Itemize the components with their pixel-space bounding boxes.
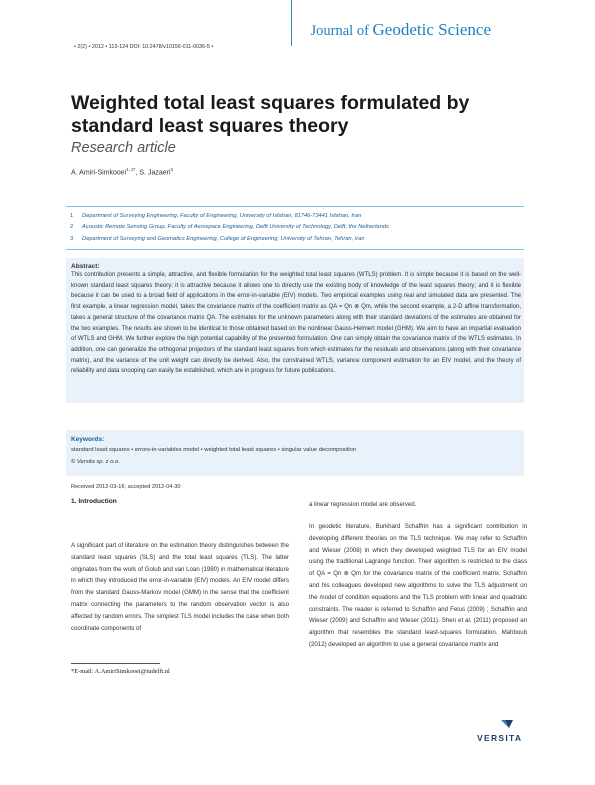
affiliation-rule-bottom <box>66 249 524 250</box>
article-type: Research article <box>71 140 176 156</box>
received-date: Received 2012-03-16; accepted 2012-04-30 <box>71 484 181 490</box>
author-name: , S. Jazaeri <box>135 169 171 177</box>
authors <box>71 167 173 176</box>
author-name: A. Amiri-Simkooei <box>71 169 127 177</box>
journal-title: Journal of Geodetic Science <box>310 20 491 39</box>
section-heading: 1. Introduction <box>71 498 117 505</box>
footnote-email: *E-mail: A.AmiriSimkooei@tudelft.nl <box>71 668 170 675</box>
body-column-right-top: a linear regression model are observed. <box>309 501 417 508</box>
copyright: © Versita sp. z o.o. <box>71 459 120 465</box>
body-column-left: A significant part of literature on the estimation theory distinguishes between the standard least squares (SLS) and the total least squares (TLS). The latter originates from the work of Golub and van Loan (1980) in mathematical literature in which they introduced the error-in-variable (EIV) models. An EIV model differs from the standard Gauss-Markov model (GMM) in the sense that the coefficient matrix connecting the parameters to the random observation vector is also affected by random errors. The simplest TLS model includes the case when both coordinate components of <box>71 542 289 632</box>
body-column-right: In geodetic literature, Burkhard Schaffrin has a significant contribution in developing different theories on the TLS technique. We may refer to Schaffrin and Wieser (2008) in which they developed weighted TLS for an EIV model using the traditional Lagrange function. Their algorithm is restricted to the class of QA = Qn ⊗ Qm for the covariance matrix of the coefficient matrix. Schaffrin and his colleagues developed new algorithms to solve the TLS adjustment on the model of condition equations and the TLS problem with linear and quadratic constraints. The reader is referred to Schaffrin and Felus (2009) ; Schaffrin and Wieser (2009) and Schaffrin and Wieser (2011). Shen et al. (2011) proposed an algorithm that resembles the standard least-squares formulation. Mahboub (2012) developed an algorithm to use a general covariance matrix and <box>309 523 527 648</box>
keywords-heading: Keywords: <box>71 436 105 443</box>
affiliations <box>70 211 524 245</box>
article-meta: • 2(2) • 2012 • 113-124 DOI: 10.2478/v10156-011-0036-5 • <box>74 44 214 50</box>
affiliation-item: 2 Acoustic Remote Sensing Group, Faculty of Aerospace Engineering, Delft University of Technology, Delft, the Netherlands <box>70 224 389 231</box>
article-title: Weighted total least squares formulated by standard least squares theory <box>71 92 470 137</box>
versita-logo-text: VERSITA <box>477 733 523 743</box>
affiliation-rule-top <box>66 206 524 207</box>
abstract-body: This contribution presents a simple, attractive, and flexible formulation for the weighted total least squares (WTLS) problem. It is simple because it is based on the well-known standard least squares theory; it is attractive because it allows one to directly use the existing body of knowledge of the least squares theory; and it is flexible because it can be used to a broad field of applications in the error-in-variable (EIV) models. Two empirical examples using real and simulated data are presented. The first example, a linear regression model, takes the covariance matrix of the coefficient matrix as QA = Qn ⊗ Qm, while the second example, a 2-D affine transformation, takes a general structure of the covariance matrix QA. The estimates for the unknown parameters along with their standard deviations of the estimates are obtained for the two examples. The results are shown to be identical to those obtained based on the nonlinear Gauss-Helmert model (GHM). We aim to have an impartial evaluation of WTLS and GHM. We further explore the high potential capability of the presented formulation. One can simply obtain the covariance matrix of the WTLS estimates. In addition, one can generalize the orthogonal projectors of the standard least squares from which estimates for the residuals and observations (along with their covariance matrix), and the variance of the unit weight can directly be derived. Also, the constrained WTLS, variance component estimation for an EIV model, and the theory of reliability and data snooping can easily be established, which are in progress for future publications. <box>71 272 521 375</box>
affiliation-item: 1 Department of Surveying Engineering, Faculty of Engineering, University of Isfahan, 81746-73441 Isfahan, Iran <box>70 213 362 219</box>
header-rule <box>291 0 292 46</box>
author-superscript: 1, 2* <box>126 167 136 172</box>
keywords-list: standard least squares • errors-in-variables model • weighted total least squares • singular value decomposition <box>71 447 357 453</box>
author-superscript: 3 <box>170 167 174 172</box>
abstract-heading: Abstract: <box>71 263 100 270</box>
footnote-rule <box>71 663 160 664</box>
keywords-box <box>66 430 524 476</box>
affiliation-item: 3 Department of Surveying and Geomatics Engineering, College of Engineering, University of Tehran, Tehran, Iran <box>70 235 365 242</box>
